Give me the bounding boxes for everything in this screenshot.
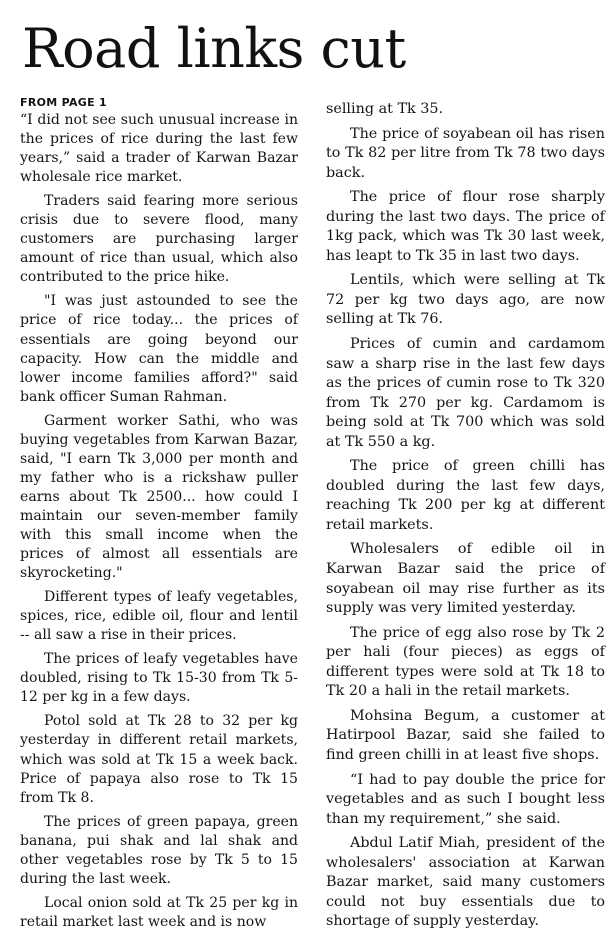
paragraph: “I did not see such unusual increase in the prices of rice during the last few years,” said a trader of Karwan Bazar wholesale rice market. [20, 112, 298, 186]
paragraph: Traders said fearing more serious crisis due to severe flood, many customers are purchasing larger amount of rice than usual, which also contributed to the price hike. [20, 193, 298, 286]
paragraph: The price of soyabean oil has risen to Tk 82 per litre from Tk 78 two days back. [326, 125, 605, 181]
paragraph: The prices of green papaya, green banana, pui shak and lal shak and other vegetables rose by Tk 5 to 15 during the last week. [20, 813, 298, 887]
paragraph: Different types of leafy vegetables, spices, rice, edible oil, flour and lentil -- all saw a rise in their prices. [20, 589, 298, 644]
paragraph: Garment worker Sathi, who was buying vegetables from Karwan Bazar, said, "I earn Tk 3,000 per month and my father who is a rickshaw puller earns about Tk 2500... how could I maintain our seven-member family with this small income when the prices of almost all essentials are skyrocketing." [20, 412, 298, 582]
paragraph: “I had to pay double the price for vegetables and as such I bought less than my requirement,” she said. [326, 771, 605, 827]
paragraph: Wholesalers of edible oil in Karwan Bazar said the price of soyabean oil may rise further as its supply was very limited yesterday. [326, 541, 605, 617]
right-column [326, 100, 605, 937]
paragraph: Mohsina Begum, a customer at Hatirpool Bazar, said she failed to find green chilli in at least five shops. [326, 707, 605, 763]
paragraph: Lentils, which were selling at Tk 72 per kg two days ago, are now selling at Tk 76. [326, 272, 605, 328]
paragraph: "I was just astounded to see the price of rice today... the prices of essentials are going beyond our capacity. How can the middle and lower income families afford?" said bank officer Suman Rahman. [20, 293, 298, 405]
paragraph: Local onion sold at Tk 25 per kg in retail market last week and is now [20, 894, 298, 930]
headline: Road links cut [22, 17, 406, 80]
paragraph: The price of flour rose sharply during the last two days. The price of 1kg pack, which was Tk 30 last week, has leapt to Tk 35 in last two days. [326, 189, 605, 264]
paragraph: Abdul Latif Miah, president of the wholesalers' association at Karwan Bazar market, said many customers could not buy essentials due to shortage of supply yesterday. [326, 835, 605, 930]
paragraph-continued: selling at Tk 35. [326, 101, 444, 117]
paragraph: The price of green chilli has doubled during the last few days, reaching Tk 200 per kg at different retail markets. [326, 458, 605, 533]
paragraph: Prices of cumin and cardamom saw a sharp rise in the last few days as the prices of cumin rose to Tk 320 from Tk 270 per kg. Cardamom is being sold at Tk 700 which was sold at Tk 550 a kg. [326, 336, 605, 450]
left-column [20, 96, 298, 937]
paragraph: Potol sold at Tk 28 to 32 per kg yesterday in different retail markets, which was sold at Tk 15 a week back. Price of papaya also rose to Tk 15 from Tk 8. [20, 713, 298, 806]
kicker: FROM PAGE 1 [20, 96, 108, 109]
paragraph: The price of egg also rose by Tk 2 per hali (four pieces) as eggs of different types were sold at Tk 18 to Tk 20 a hali in the retail markets. [326, 624, 605, 700]
paragraph: The prices of leafy vegetables have doubled, rising to Tk 15-30 from Tk 5-12 per kg in a few days. [20, 651, 298, 706]
